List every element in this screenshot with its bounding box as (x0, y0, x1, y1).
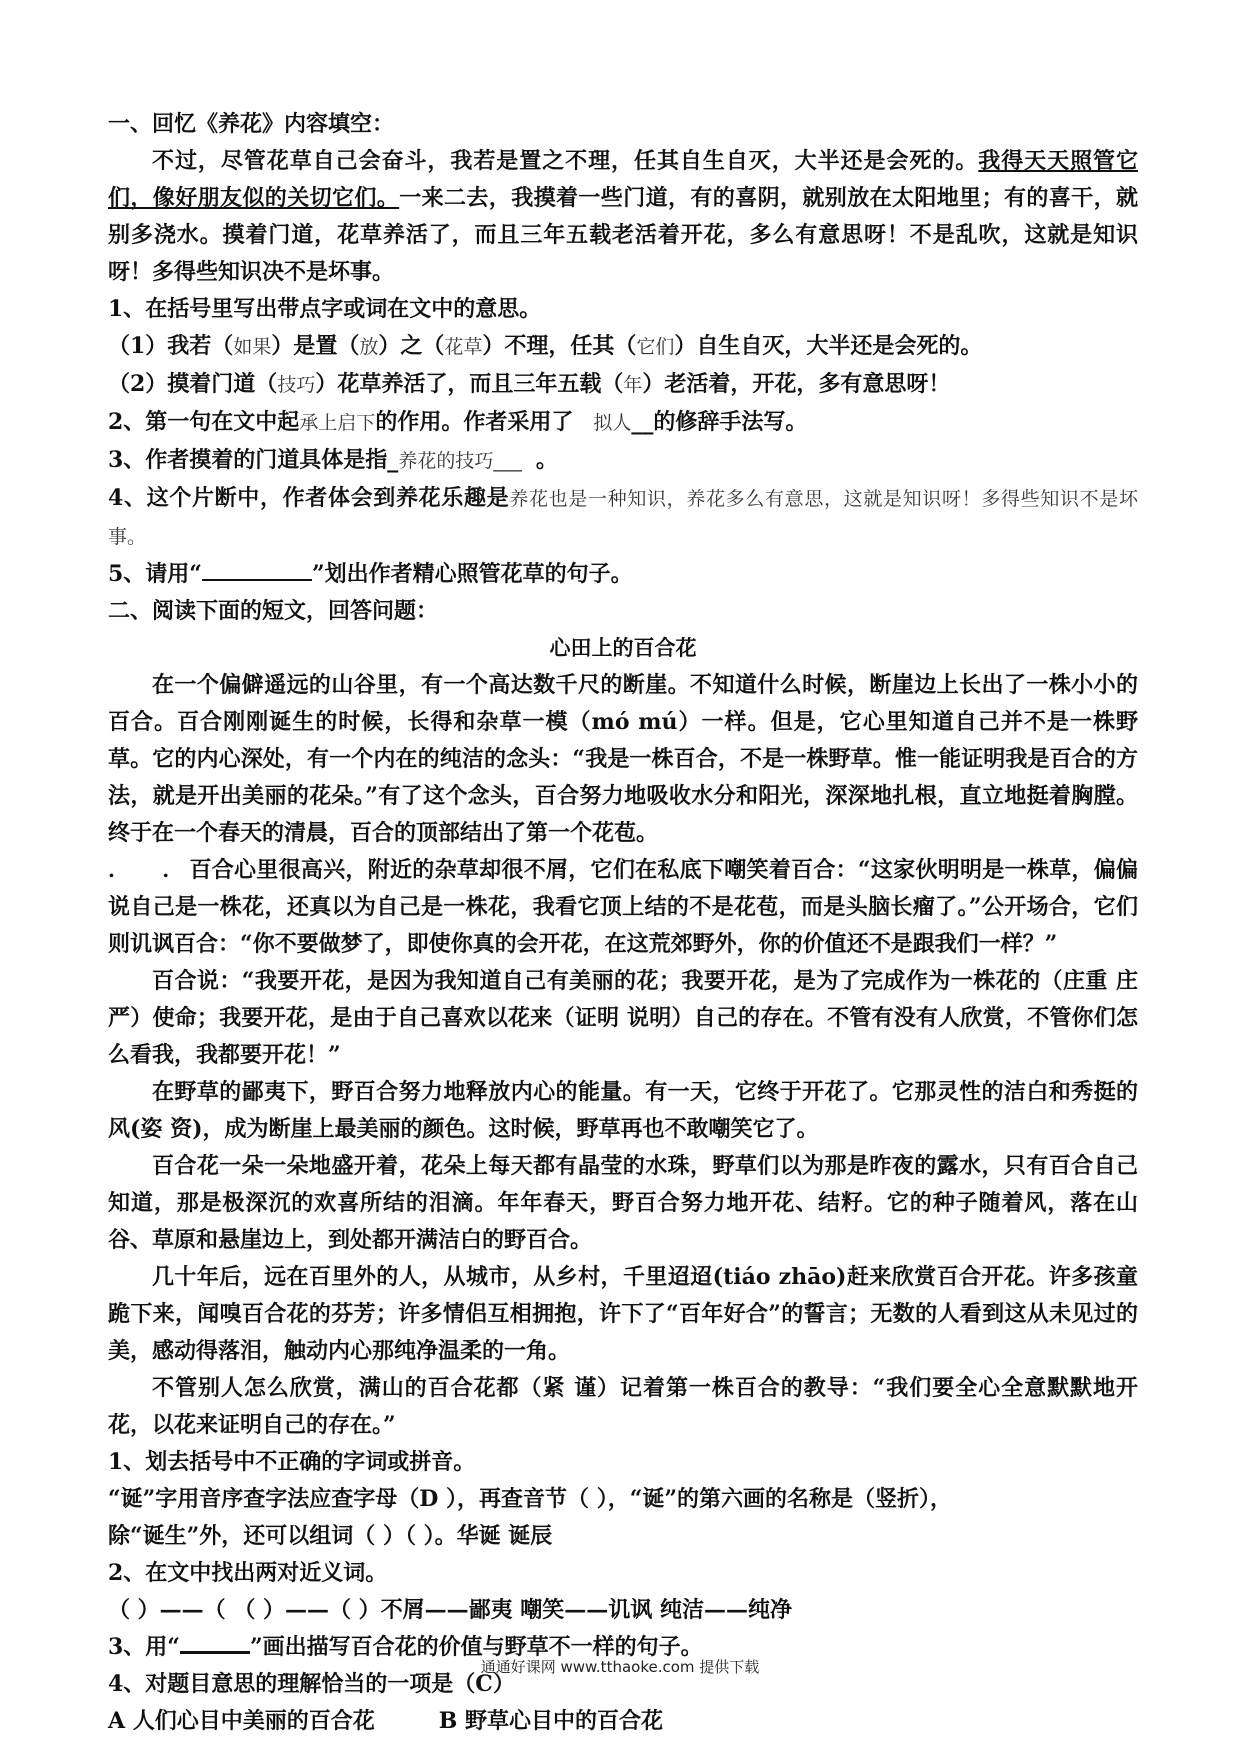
answer: 年 (623, 374, 643, 396)
article-paragraph-5: 百合花一朵一朵地盛开着，花朵上每天都有晶莹的水珠，野草们以为那是昨夜的露水，只有百合自己知道，那是极深沉的欢喜所结的泪滴。年年春天，野百合努力地开花、结籽。它的种子随着风，落在山谷、草原和悬崖边上，到处都开满洁白的野百合。 (108, 1153, 1138, 1253)
reading-question-4-options (108, 1703, 1138, 1740)
article-paragraph-3: 百合说：“我要开花，是因为我知道自己有美丽的花；我要开花，是为了完成作为一株花的（庄重 庄严）使命；我要开花，是由于自己喜欢以花来（证明 说明）自己的存在。不管有没有人欣赏，不管你们怎么看我，我都要开花！” (108, 968, 1138, 1068)
answer: 它们 (636, 336, 675, 358)
option-a: A 人们心目中美丽的百合花 (108, 1708, 375, 1734)
reading-question-2-line: （ ）——（ （ ）——（ ）不屑——鄙夷 嘲笑——讥讽 纯洁——纯净 (108, 1597, 792, 1623)
question-1-2: （2）摸着门道（技巧）花草养活了，而且三年五载（年）老活着，开花，多有意思呀！ (108, 371, 951, 397)
underline-blank (202, 559, 312, 581)
underline-blank (180, 1633, 250, 1654)
reading-question-1-line-2: 除“诞生”外，还可以组词（ ）（ ）。华诞 诞辰 (108, 1523, 553, 1549)
article-paragraph-2: . .百合心里很高兴，附近的杂草却很不屑，它们在私底下嘲笑着百合：“这家伙明明是一株草，偏偏说自己是一株花，还真以为自己是一株花，我看它顶上结的不是花苞，而是头脑长瘤了。”公开场合，它们则讥讽百合：“你不要做梦了，即使你真的会开花，在这荒郊野外，你的价值还不是跟我们一样？” (108, 857, 1138, 957)
answer: 拟人 (593, 412, 632, 434)
answer: 承上启下 (299, 412, 376, 434)
stray-marks: . . (108, 858, 190, 882)
answer: 花草 (444, 336, 483, 358)
option-b: B 野草心目中的百合花 (438, 1708, 663, 1734)
article-paragraph-7: 不管别人怎么欣赏，满山的百合花都（紧 谨）记着第一株百合的教导：“我们要全心全意默默地开花，以花来证明自己的存在。” (108, 1375, 1138, 1438)
question-4: 4、这个片断中，作者体会到养花乐趣是养花也是一种知识，养花多么有意思，这就是知识呀！多得些知识不是坏事。 (108, 485, 1138, 548)
question-2: 2、第一句在文中起承上启下的作用。作者采用了 拟人__的修辞手法写。 (108, 409, 808, 435)
reading-question-1-line-1: “诞”字用音序查字法应查字母（D ），再查音节（ ），“诞”的第六画的名称是（竖折）， (108, 1486, 953, 1512)
underlined-sentence: 我得天天照管它们，像好朋友似的关切它们。 (108, 148, 1138, 211)
article-paragraph-6: 几十年后，远在百里外的人，从城市，从乡村，千里迢迢(tiáo zhāo)赶来欣赏百合开花。许多孩童跪下来，闻嗅百合花的芬芳；许多情侣互相拥抱，许下了“百年好合”的誓言；无数的人看到这从未见过的美，感动得落泪，触动内心那纯净温柔的一角。 (108, 1264, 1138, 1364)
question-1-1: （1）我若（如果）是置（放）之（花草）不理，任其（它们）自生自灭，大半还是会死的。 (108, 333, 983, 359)
answer: 技巧 (277, 374, 316, 396)
reading-question-2: 2、在文中找出两对近义词。 (108, 1560, 388, 1586)
reading-question-4: 4、对题目意思的理解恰当的一项是（C） (108, 1671, 515, 1697)
article-paragraph-4: 在野草的鄙夷下，野百合努力地释放内心的能量。有一天，它终于开花了。它那灵性的洁白和秀挺的风(姿 资)，成为断崖上最美丽的颜色。这时候，野草再也不敢嘲笑它了。 (108, 1079, 1138, 1142)
worksheet (108, 106, 1138, 1740)
passage-yanghua: 不过，尽管花草自己会奋斗，我若是置之不理，任其自生自灭，大半还是会死的。我得天天照管它们，像好朋友似的关切它们。一来二去，我摸着一些门道，有的喜阴，就别放在太阳地里；有的喜干，就别多浇水。摸着门道，花草养活了，而且三年五载老活着开花，多么有意思呀！不是乱吹，这就是知识呀！多得些知识决不是坏事。 (108, 148, 1138, 285)
reading-question-1: 1、划去括号中不正确的字词或拼音。 (108, 1449, 476, 1475)
section-2-heading: 二、阅读下面的短文，回答问题： (108, 598, 439, 624)
answer: 如果 (233, 336, 272, 358)
section-1-heading: 一、回忆《养花》内容填空： (108, 111, 395, 137)
page-footer: 通通好课网 www.tthaoke.com 提供下载 (480, 1658, 760, 1676)
article-title: 心田上的百合花 (549, 636, 697, 660)
question-5: 5、请用“ ”划出作者精心照管花草的句子。 (108, 561, 633, 587)
answer: 养花也是一种知识，养花多么有意思，这就是知识呀！多得些知识不是坏事。 (108, 488, 1138, 548)
answer: 养花的技巧___ (398, 450, 522, 472)
answer: 放 (359, 336, 379, 358)
question-1: 1、在括号里写出带点字或词在文中的意思。 (108, 296, 542, 322)
question-3: 3、作者摸着的门道具体是指_养花的技巧___ 。 (108, 447, 558, 473)
article-paragraph-1: 在一个偏僻遥远的山谷里，有一个高达数千尺的断崖。不知道什么时候，断崖边上长出了一株小小的百合。百合刚刚诞生的时候，长得和杂草一模（mó mú）一样。但是，它心里知道自己并不是一株野草。它的内心深处，有一个内在的纯洁的念头：“我是一株百合，不是一株野草。惟一能证明我是百合的方法，就是开出美丽的花朵。”有了这个念头，百合努力地吸收水分和阳光，深深地扎根，直立地挺着胸膛。终于在一个春天的清晨，百合的顶部结出了第一个花苞。 (108, 672, 1138, 846)
reading-question-3: 3、用“ ”画出描写百合花的价值与野草不一样的句子。 (108, 1634, 703, 1660)
